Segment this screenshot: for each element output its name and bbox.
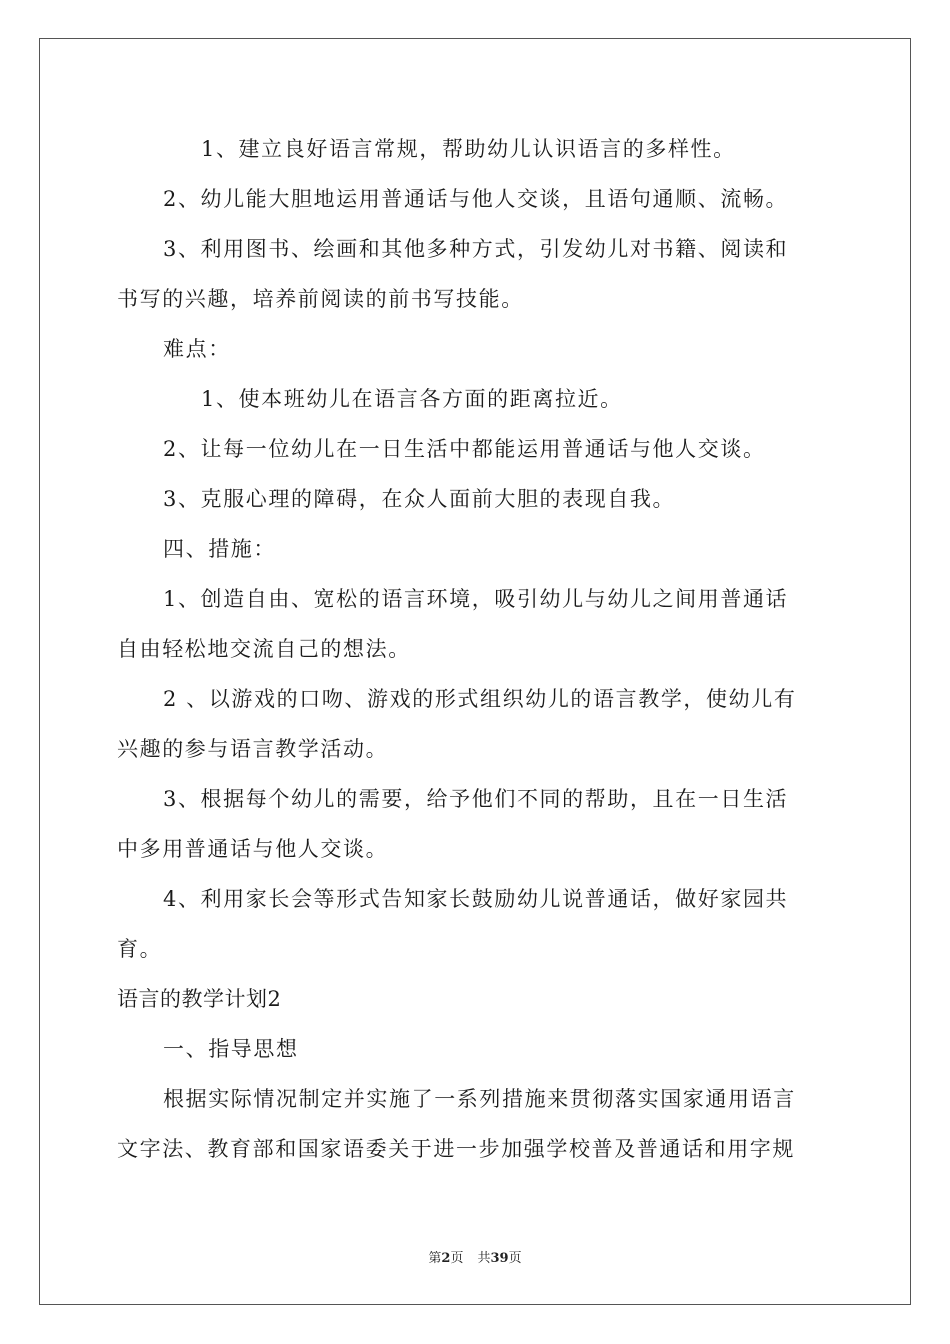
guiding-ideology-heading: 一、指导思想 <box>163 1037 299 1061</box>
goal-line-3: 3、利用图书、绘画和其他多种方式，引发幼儿对书籍、阅读和 <box>163 237 789 261</box>
total-suffix: 页 <box>508 1251 522 1266</box>
guiding-ideology-line-2: 文字法、教育部和国家语委关于进一步加强学校普及普通话和用字规 <box>117 1137 795 1161</box>
page-footer <box>0 1247 950 1266</box>
guiding-ideology-line-1: 根据实际情况制定并实施了一系列措施来贯彻落实国家通用语言 <box>163 1087 796 1111</box>
difficulty-heading: 难点： <box>163 337 231 361</box>
total-prefix: 共 <box>477 1251 491 1266</box>
section-title: 语言的教学计划2 <box>117 987 282 1011</box>
measure-line-3: 3、根据每个幼儿的需要，给予他们不同的帮助，且在一日生活 <box>163 787 789 811</box>
goal-line-1: 1、建立良好语言常规，帮助幼儿认识语言的多样性。 <box>201 137 736 161</box>
measure-line-2-continued: 兴趣的参与语言教学活动。 <box>117 737 389 761</box>
measures-heading: 四、措施： <box>163 537 276 561</box>
page-current: 2 <box>441 1251 451 1266</box>
measure-line-3-continued: 中多用普通话与他人交谈。 <box>117 837 389 861</box>
measure-line-4-continued: 育。 <box>117 937 163 961</box>
measure-line-4: 4、利用家长会等形式告知家长鼓励幼儿说普通话，做好家园共 <box>163 887 789 911</box>
difficulty-line-3: 3、克服心理的障碍，在众人面前大胆的表现自我。 <box>163 487 676 511</box>
difficulty-line-2: 2、让每一位幼儿在一日生活中都能运用普通话与他人交谈。 <box>163 437 766 461</box>
page-prefix: 第 <box>428 1251 442 1266</box>
measure-line-1-continued: 自由轻松地交流自己的想法。 <box>117 637 411 661</box>
measure-line-2: 2 、以游戏的口吻、游戏的形式组织幼儿的语言教学，使幼儿有 <box>163 687 797 711</box>
goal-line-3-continued: 书写的兴趣，培养前阅读的前书写技能。 <box>117 287 524 311</box>
difficulty-line-1: 1、使本班幼儿在语言各方面的距离拉近。 <box>201 387 623 411</box>
page-border <box>39 38 911 1305</box>
measure-line-1: 1、创造自由、宽松的语言环境，吸引幼儿与幼儿之间用普通话 <box>163 587 789 611</box>
page-total: 39 <box>490 1251 509 1266</box>
goal-line-2: 2、幼儿能大胆地运用普通话与他人交谈，且语句通顺、流畅。 <box>163 187 789 211</box>
page-suffix: 页 <box>450 1251 464 1266</box>
